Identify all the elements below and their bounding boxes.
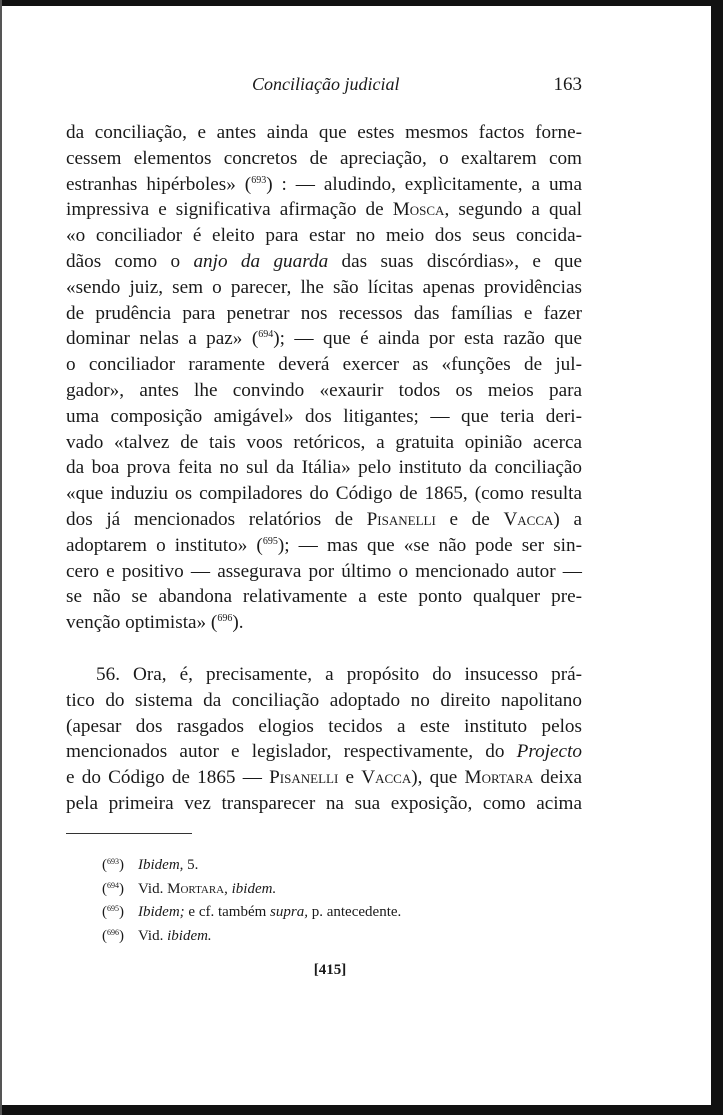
text-line: se não se abandona relativamente a este ponto qualquer pre- — [66, 586, 582, 608]
author-name: Mosca — [392, 199, 445, 221]
text-line: vado «talvez de tais voos retóricos, a gratuita opinião acerca — [66, 431, 582, 453]
scan-border-bottom — [0, 1105, 723, 1115]
text-line: gador», antes lhe convindo «exaurir todos os meios para — [66, 379, 582, 401]
text-line: 56. Ora, é, precisamente, a propósito do insucesso prá- — [96, 663, 582, 685]
footnote-ref: 696 — [217, 613, 233, 625]
body-text — [66, 120, 582, 817]
footnote-rule — [66, 833, 192, 834]
italic-phrase: Projecto — [516, 741, 582, 763]
footnote-item: ($^{694}$) Vid. Mortara, ibidem. — [102, 878, 522, 902]
scan-border-right — [711, 0, 723, 1115]
footnote-number: ($^{695}$) — [102, 904, 124, 920]
text-line: uma composição amigável» dos litigantes; — que teria deri- — [66, 405, 582, 427]
text-line: cero e positivo — assegurava por último o mencionado autor — — [66, 560, 582, 582]
page-header — [66, 74, 582, 100]
text-line: e do Código de 1865 — Pisanelli e Vacca), que Mortara deixa — [66, 767, 582, 789]
scan-border-left — [0, 0, 2, 1115]
footnote-ref: 695 — [262, 535, 278, 547]
author-name: Vacca — [503, 508, 554, 530]
original-page-number: [415] — [313, 962, 347, 978]
footnote-ref: 694 — [258, 329, 274, 341]
footnote-number: ($^{693}$) — [102, 857, 124, 873]
text-line: «que induziu os compiladores do Código de 1865, (como resulta — [66, 483, 582, 505]
text-line: «sendo juiz, sem o parecer, lhe são lícitas apenas providências — [66, 276, 582, 298]
text-line: dãos como o anjo da guarda das suas discórdias», e que — [66, 250, 582, 272]
running-title: Conciliação judicial — [252, 74, 400, 94]
text-line: cessem elementos concretos de apreciação, o exaltarem com — [66, 147, 582, 169]
author-name: Pisanelli — [269, 767, 339, 789]
footnote-item: ($^{695}$) Ibidem; e cf. também supra, p. antecedente. — [102, 901, 522, 925]
text-line: adoptarem o instituto» ($^{695}$); — mas que «se não pode ser sin- — [66, 534, 582, 556]
text-line: tico do sistema da conciliação adoptado no direito napolitano — [66, 689, 582, 711]
paragraph-gap — [66, 636, 582, 662]
footnote-item: ($^{693}$) Ibidem, 5. — [102, 854, 522, 878]
text-line: de prudência para penetrar nos recessos das famílias e fazer — [66, 302, 582, 324]
text-line: venção optimista» ($^{696}$). — [66, 612, 244, 634]
text-line: da conciliação, e antes ainda que estes mesmos factos forne- — [66, 122, 582, 143]
text-line: dominar nelas a paz» ($^{694}$); — que é ainda por esta razão que — [66, 328, 582, 350]
text-line: da boa prova feita no sul da Itália» pelo instituto da conciliação — [66, 457, 582, 479]
page-number: 163 — [553, 74, 582, 95]
scan-border-top — [0, 0, 723, 6]
author-name: Vacca — [361, 767, 412, 789]
text-line: dos já mencionados relatórios de Pisanelli e de Vacca) a — [66, 508, 582, 530]
text-line: impressiva e significativa afirmação de Mosca, segundo a qual — [66, 199, 582, 221]
author-name: Mortara — [464, 767, 534, 789]
author-name: Pisanelli — [366, 508, 436, 530]
text-line: mencionados autor e legislador, respectivamente, do Projecto — [66, 741, 582, 763]
text-line: «o conciliador é eleito para estar no meio dos seus concida- — [66, 225, 582, 247]
footnote-item: ($^{696}$) Vid. ibidem. — [102, 925, 522, 949]
italic-phrase: anjo da guarda — [193, 250, 329, 272]
text-line: (apesar dos rasgados elogios tecidos a este instituto pelos — [66, 715, 582, 737]
footnote-ref: 693 — [251, 174, 267, 186]
text-line: pela primeira vez transparecer na sua exposição, como acima — [66, 792, 582, 814]
text-line: estranhas hipérboles» ($^{693}$) : — aludindo, explìcitamente, a uma — [66, 173, 582, 195]
footnotes — [102, 854, 522, 948]
footnote-number: ($^{694}$) — [102, 880, 124, 897]
footnote-number: ($^{696}$) — [102, 927, 124, 944]
text-line: o conciliador raramente deverá exercer as «funções de jul- — [66, 354, 582, 376]
